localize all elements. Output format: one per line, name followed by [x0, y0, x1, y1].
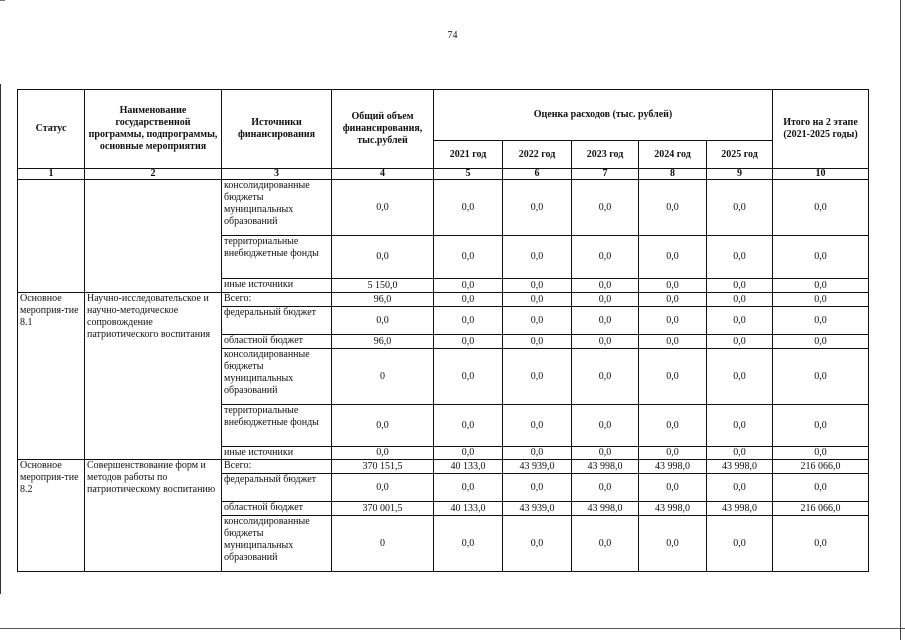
column-number: 5 [434, 169, 503, 180]
source-cell: областной бюджет [222, 502, 332, 516]
total-cell: 96,0 [332, 335, 434, 349]
year-cell: 0,0 [503, 447, 572, 460]
stage-total-cell: 216 066,0 [773, 460, 869, 474]
year-cell: 0,0 [434, 447, 503, 460]
year-cell: 0,0 [639, 405, 707, 447]
year-cell: 43 998,0 [572, 460, 639, 474]
year-cell: 43 998,0 [707, 460, 773, 474]
year-cell: 0,0 [434, 279, 503, 293]
status-cell: Основное мероприя-тие 8.1 [18, 293, 85, 460]
year-cell: 0,0 [639, 474, 707, 502]
year-cell: 0,0 [572, 236, 639, 279]
stage-total-cell: 0,0 [773, 349, 869, 405]
year-cell: 0,0 [707, 405, 773, 447]
stage-total-cell: 0,0 [773, 516, 869, 572]
year-cell: 43 939,0 [503, 502, 572, 516]
total-cell: 0 [332, 516, 434, 572]
column-number: 4 [332, 169, 434, 180]
header-year: 2023 год [572, 141, 639, 169]
total-cell: 0 [332, 349, 434, 405]
stage-total-cell: 0,0 [773, 180, 869, 236]
year-cell: 0,0 [639, 180, 707, 236]
year-cell: 0,0 [572, 405, 639, 447]
status-cell [18, 180, 85, 293]
year-cell: 0,0 [503, 474, 572, 502]
column-number: 1 [18, 169, 85, 180]
stage-total-cell: 0,0 [773, 307, 869, 335]
year-cell: 0,0 [707, 293, 773, 307]
year-cell: 0,0 [707, 349, 773, 405]
source-cell: территориальные внебюджетные фонды [222, 236, 332, 279]
column-number: 3 [222, 169, 332, 180]
year-cell: 0,0 [434, 307, 503, 335]
year-cell: 0,0 [639, 335, 707, 349]
year-cell: 0,0 [707, 180, 773, 236]
total-cell: 370 001,5 [332, 502, 434, 516]
year-cell: 0,0 [434, 180, 503, 236]
year-cell: 43 998,0 [639, 502, 707, 516]
bottom-margin-line [0, 628, 905, 629]
year-cell: 43 998,0 [707, 502, 773, 516]
year-cell: 0,0 [707, 279, 773, 293]
left-margin-line [0, 84, 1, 594]
year-cell: 40 133,0 [434, 502, 503, 516]
source-cell: федеральный бюджет [222, 474, 332, 502]
year-cell: 0,0 [572, 180, 639, 236]
year-cell: 0,0 [639, 279, 707, 293]
year-cell: 0,0 [707, 474, 773, 502]
year-cell: 0,0 [503, 405, 572, 447]
stage-total-cell: 216 066,0 [773, 502, 869, 516]
year-cell: 0,0 [707, 335, 773, 349]
source-cell: иные источники [222, 279, 332, 293]
right-margin-line [900, 0, 901, 640]
total-cell: 0,0 [332, 447, 434, 460]
table-row [18, 460, 869, 474]
source-cell: Всего: [222, 460, 332, 474]
column-number: 10 [773, 169, 869, 180]
header-sources: Источники финансирования [222, 90, 332, 169]
year-cell: 0,0 [434, 236, 503, 279]
name-cell [85, 180, 222, 293]
year-cell: 0,0 [503, 335, 572, 349]
header-year: 2022 год [503, 141, 572, 169]
source-cell: Всего: [222, 293, 332, 307]
header-row-1 [18, 90, 869, 141]
year-cell: 0,0 [434, 349, 503, 405]
total-cell: 370 151,5 [332, 460, 434, 474]
year-cell: 0,0 [503, 236, 572, 279]
year-cell: 0,0 [639, 307, 707, 335]
header-year: 2025 год [707, 141, 773, 169]
year-cell: 0,0 [572, 516, 639, 572]
table-row [18, 293, 869, 307]
year-cell: 0,0 [572, 447, 639, 460]
status-cell: Основное мероприя-тие 8.2 [18, 460, 85, 572]
column-number: 9 [707, 169, 773, 180]
header-year: 2024 год [639, 141, 707, 169]
source-cell: иные источники [222, 447, 332, 460]
column-number: 8 [639, 169, 707, 180]
year-cell: 0,0 [572, 307, 639, 335]
year-cell: 0,0 [503, 180, 572, 236]
source-cell: консолидированные бюджеты муниципальных образований [222, 516, 332, 572]
total-cell: 0,0 [332, 405, 434, 447]
year-cell: 0,0 [639, 236, 707, 279]
year-cell: 0,0 [503, 516, 572, 572]
year-cell: 0,0 [434, 516, 503, 572]
header-stage-total: Итого на 2 этапе (2021-2025 годы) [773, 90, 869, 169]
year-cell: 0,0 [572, 293, 639, 307]
total-cell: 5 150,0 [332, 279, 434, 293]
top-edge-mark [0, 0, 5, 1]
total-cell: 0,0 [332, 236, 434, 279]
total-cell: 0,0 [332, 474, 434, 502]
year-cell: 0,0 [707, 307, 773, 335]
stage-total-cell: 0,0 [773, 447, 869, 460]
header-total: Общий объем финансирования, тыс.рублей [332, 90, 434, 169]
header-status: Статус [18, 90, 85, 169]
year-cell: 0,0 [639, 447, 707, 460]
year-cell: 0,0 [503, 279, 572, 293]
source-cell: территориальные внебюджетные фонды [222, 405, 332, 447]
year-cell: 43 998,0 [639, 460, 707, 474]
stage-total-cell: 0,0 [773, 335, 869, 349]
year-cell: 43 939,0 [503, 460, 572, 474]
year-cell: 0,0 [639, 293, 707, 307]
source-cell: областной бюджет [222, 335, 332, 349]
column-number: 7 [572, 169, 639, 180]
header-name: Наименование государственной программы, подпрограммы, основные мероприятия [85, 90, 222, 169]
year-cell: 0,0 [572, 474, 639, 502]
column-number-row [18, 169, 869, 180]
year-cell: 40 133,0 [434, 460, 503, 474]
total-cell: 0,0 [332, 307, 434, 335]
year-cell: 0,0 [434, 474, 503, 502]
stage-total-cell: 0,0 [773, 236, 869, 279]
name-cell: Совершенствование форм и методов работы по патриотическому воспитанию [85, 460, 222, 572]
year-cell: 0,0 [707, 236, 773, 279]
total-cell: 0,0 [332, 180, 434, 236]
year-cell: 0,0 [434, 335, 503, 349]
header-year: 2021 год [434, 141, 503, 169]
year-cell: 0,0 [707, 516, 773, 572]
stage-total-cell: 0,0 [773, 405, 869, 447]
budget-table [17, 89, 869, 572]
name-cell: Научно-исследовательское и научно-методическое сопровождение патриотического воспитания [85, 293, 222, 460]
year-cell: 0,0 [639, 516, 707, 572]
stage-total-cell: 0,0 [773, 293, 869, 307]
total-cell: 96,0 [332, 293, 434, 307]
year-cell: 0,0 [503, 307, 572, 335]
year-cell: 0,0 [572, 335, 639, 349]
year-cell: 0,0 [434, 405, 503, 447]
table-row [18, 180, 869, 236]
column-number: 6 [503, 169, 572, 180]
year-cell: 0,0 [572, 349, 639, 405]
year-cell: 0,0 [572, 279, 639, 293]
year-cell: 43 998,0 [572, 502, 639, 516]
year-cell: 0,0 [639, 349, 707, 405]
stage-total-cell: 0,0 [773, 474, 869, 502]
year-cell: 0,0 [434, 293, 503, 307]
source-cell: федеральный бюджет [222, 307, 332, 335]
stage-total-cell: 0,0 [773, 279, 869, 293]
source-cell: консолидированные бюджеты муниципальных образований [222, 349, 332, 405]
year-cell: 0,0 [707, 447, 773, 460]
year-cell: 0,0 [503, 349, 572, 405]
page-number: 74 [447, 30, 458, 41]
year-cell: 0,0 [503, 293, 572, 307]
source-cell: консолидированные бюджеты муниципальных образований [222, 180, 332, 236]
column-number: 2 [85, 169, 222, 180]
header-estimate: Оценка расходов (тыс. рублей) [434, 90, 773, 141]
